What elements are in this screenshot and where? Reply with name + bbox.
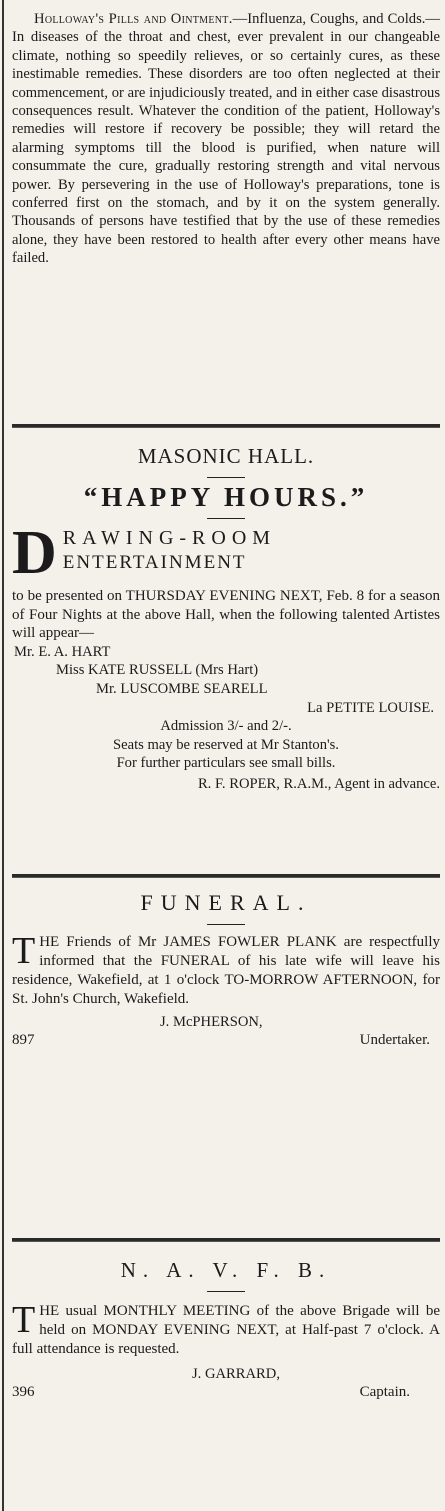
artist-1: Mr. E. A. HART xyxy=(14,643,111,660)
navfb-number: 396 xyxy=(12,1383,35,1400)
agent: R. F. ROPER, R.A.M., Agent in advance. xyxy=(197,775,440,792)
holloway-body: —Influenza, Coughs, and Colds.—In diseases of the throat and chest, ever prevalent in our changeable climate, nothing so speedily relieves, or so certainly cures, as these inestimable remedies. These disorders are too often neglected at their commencement, or are injudiciously treated, and in either case disastrous consequences result. Whatever the condition of the patient, Holloway's remedies will restore if recovery be possible; they will retard the alarming symptoms till the blood is purified, when nature will consummate the cure, gradually restoring strength and vital nervous power. By persevering in the use of Holloway's preparations, tone is conferred first on the stomach, and by it on the system generally. Thousands of persons have testified that by the use of these remedies alone, they have been restored to health after every other means have failed. xyxy=(12,11,440,267)
section-rule xyxy=(12,1238,440,1242)
section-rule xyxy=(12,424,440,428)
holloway-advert xyxy=(12,10,440,268)
drop-cap: T xyxy=(12,930,36,972)
short-rule xyxy=(207,518,245,519)
column-border xyxy=(2,0,4,1511)
navfb-notice xyxy=(12,1258,440,1404)
navfb-body-wrap xyxy=(12,1299,440,1359)
section-rule xyxy=(12,874,440,878)
seats: Seats may be reserved at Mr Stanton's. xyxy=(113,736,339,753)
funeral-footer xyxy=(12,1032,440,1052)
funeral-body-wrap xyxy=(12,930,440,1009)
further-particulars: For further particulars see small bills. xyxy=(116,755,336,772)
masonic-intro: to be presented on THURSDAY EVENING NEXT, Feb. 8 for a season of Four Nights at the above Hall, when the following talented Artistes will appear— xyxy=(12,588,440,642)
admission: Admission 3/- and 2/-. xyxy=(160,718,292,735)
navfb-footer xyxy=(12,1384,440,1404)
holloway-paragraph xyxy=(12,10,440,268)
masonic-venue: MASONIC HALL. xyxy=(137,444,315,468)
funeral-number: 897 xyxy=(12,1031,35,1048)
funeral-signer: J. McPHERSON, xyxy=(160,1014,263,1030)
drop-cap: T xyxy=(12,1299,36,1341)
artist-4: La PETITE LOUISE. xyxy=(307,699,434,716)
navfb-body: HE usual MONTHLY MEETING of the above Brigade will be held on MONDAY EVENING NEXT, at Half-past 7 o'clock. A full attendance is requested. xyxy=(12,1303,440,1357)
drop-cap: D xyxy=(12,519,57,587)
masonic-drawing-room xyxy=(12,519,440,587)
navfb-role: Captain. xyxy=(359,1383,410,1400)
funeral-body: HE Friends of Mr JAMES FOWLER PLANK are respectfully informed that the FUNERAL of his late wife will leave his residence, Wakefield, at 1 o'clock TO-MORROW AFTERNOON, for St. John's Church, Wakefield. xyxy=(12,934,440,1007)
short-rule xyxy=(207,477,245,478)
funeral-role: Undertaker. xyxy=(359,1031,430,1048)
masonic-advert xyxy=(12,444,440,794)
short-rule xyxy=(207,1291,245,1292)
short-rule xyxy=(207,924,245,925)
masonic-line1: RAWING-ROOM xyxy=(62,527,277,549)
holloway-title: Holloway's Pills and Ointment. xyxy=(34,11,233,27)
masonic-line2: ENTERTAINMENT xyxy=(62,552,247,573)
artist-2: Miss KATE RUSSELL (Mrs Hart) xyxy=(56,662,259,679)
funeral-notice xyxy=(12,890,440,1052)
funeral-heading: FUNERAL. xyxy=(140,890,312,915)
masonic-show-title: “HAPPY HOURS.” xyxy=(83,482,369,512)
navfb-signer: J. GARRARD, xyxy=(192,1366,280,1382)
navfb-heading: N. A. V. F. B. xyxy=(120,1258,332,1282)
artist-3: Mr. LUSCOMBE SEARELL xyxy=(96,680,268,697)
